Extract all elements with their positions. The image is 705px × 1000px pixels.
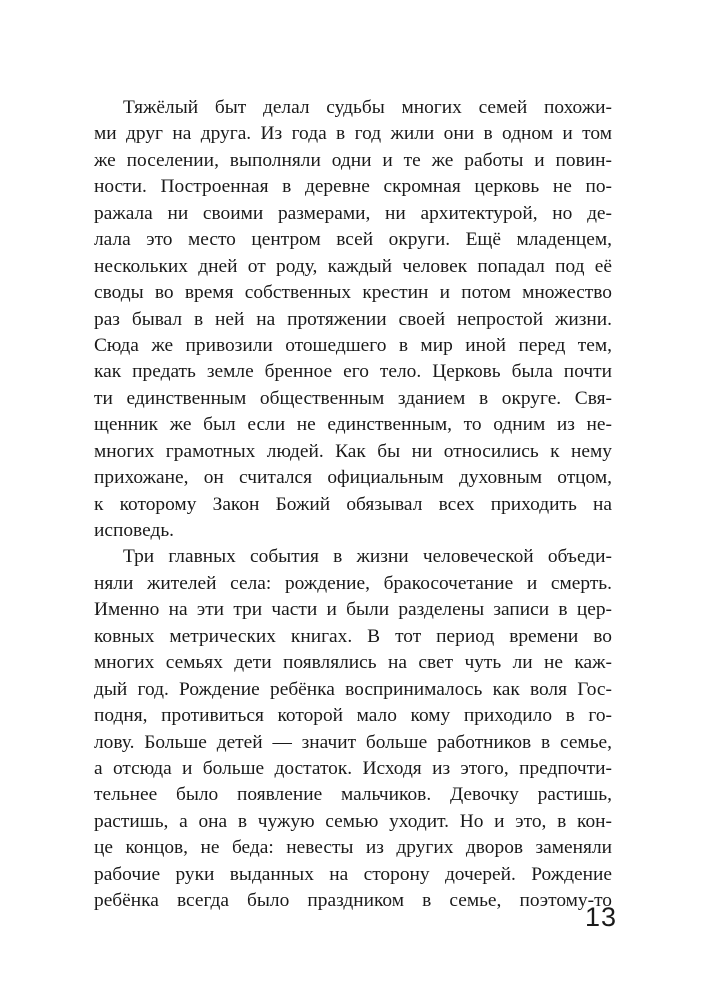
text-line: Три главных события в жизни человеческой объеди-: [123, 546, 612, 568]
text-line: дый год. Рождение ребёнка воспринималось как воля Гос-: [94, 678, 612, 700]
text-line: прихожане, он считался официальным духовным отцом,: [94, 467, 612, 489]
text-line: ребёнка всегда было праздником в семье, поэтому-то: [94, 890, 612, 912]
text-line: рабочие руки выданных на сторону дочерей. Рождение: [94, 863, 612, 885]
text-line: ражала ни своими размерами, ни архитектурой, но де-: [94, 202, 612, 224]
text-line: подня, противиться которой мало кому приходило в го-: [94, 705, 612, 727]
text-line: Именно на эти три части и были разделены записи в цер-: [94, 599, 612, 621]
text-line: к которому Закон Божий обязывал всех приходить на: [94, 493, 612, 515]
text-line: ности. Построенная в деревне скромная церковь не по-: [94, 176, 612, 198]
text-line: исповедь.: [94, 520, 175, 541]
text-line: же поселении, выполняли одни и те же работы и повин-: [94, 149, 612, 171]
text-line: растишь, а она в чужую семью уходит. Но и это, в кон-: [94, 810, 612, 832]
text-line: лову. Больше детей — значит больше работников в семье,: [94, 731, 612, 753]
text-line: Сюда же привозили отошедшего в мир иной перед тем,: [94, 334, 612, 356]
text-line: няли жителей села: рождение, бракосочетание и смерть.: [94, 572, 612, 594]
text-line: раз бывал в ней на протяжении своей непростой жизни.: [94, 308, 612, 330]
text-line: своды во время собственных крестин и потом множество: [94, 282, 612, 304]
text-line: тельнее было появление мальчиков. Девочку растишь,: [94, 784, 612, 806]
text-line: ми друг на друга. Из года в год жили они в одном и том: [94, 123, 612, 145]
text-line: многих семьях дети появлялись на свет чуть ли не каж-: [94, 652, 612, 674]
text-line: ковных метрических книгах. В тот период времени во: [94, 625, 612, 647]
text-line: ти единственным общественным зданием в округе. Свя-: [94, 387, 612, 409]
text-line: це концов, не беда: невесты из других дворов заменяли: [94, 837, 612, 859]
body-text: [94, 95, 612, 915]
text-line: как предать земле бренное его тело. Церковь была почти: [94, 361, 612, 383]
page-number: 13: [584, 902, 617, 932]
text-line: нескольких дней от роду, каждый человек попадал под её: [94, 255, 612, 277]
text-line: Тяжёлый быт делал судьбы многих семей похожи-: [123, 97, 612, 118]
text-line: лала это место центром всей округи. Ещё младенцем,: [94, 229, 612, 251]
text-line: многих грамотных людей. Как бы ни относились к нему: [94, 440, 612, 462]
text-line: щенник же был если не единственным, то одним из не-: [94, 414, 612, 436]
text-line: а отсюда и больше достаток. Исходя из этого, предпочти-: [94, 757, 612, 779]
